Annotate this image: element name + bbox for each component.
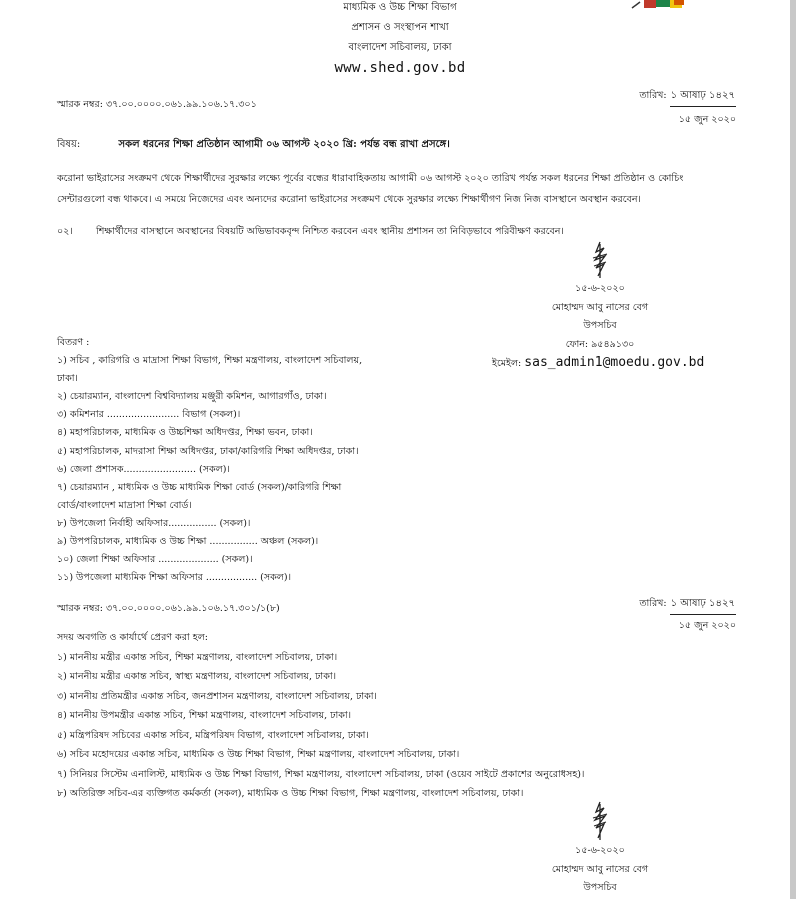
date-label: তারিখ:	[639, 90, 667, 101]
date-english: ১৫ জুন ২০২০	[678, 114, 736, 125]
branch-name: প্রশাসন ও সংস্থাপন শাখা	[351, 22, 449, 33]
list-item: ৫) মন্ত্রিপরিষদ সচিবের একান্ত সচিব, মন্ত্রিপরিষদ বিভাগ, বাংলাদেশ সচিবালয়, ঢাকা।	[57, 729, 369, 741]
paragraph-text: শিক্ষার্থীদের বাসস্থানে অবস্থানের বিষয়টি অভিভাবকবৃন্দ নিশ্চিত করবেন এবং স্থানীয় প্রশাসন তা নিবিড়ভাবে পরিবীক্ষণ করবেন।	[96, 226, 564, 237]
list-item: ১০) জেলা শিক্ষা অফিসার .................... (সকল)।	[57, 554, 253, 566]
paragraph-number: ০২।	[57, 226, 73, 237]
list-item: ২) চেয়ারম্যান, বাংলাদেশ বিশ্ববিদ্যালয় মঞ্জুরী কমিশন, আগারগাঁও, ঢাকা।	[57, 391, 327, 403]
memo-number-value: ৩৭.০০.০০০০.০৬১.৯৯.১০৬.১৭.৩০১/১(৮)	[105, 603, 280, 614]
copy-title: সদয় অবগতি ও কার্যার্থে প্রেরণ করা হল:	[57, 632, 208, 643]
signature-mark	[590, 800, 610, 842]
subject-label: বিষয়:	[57, 139, 81, 150]
signature-block-1	[520, 240, 680, 354]
list-item: ৪) মাননীয় উপমন্ত্রীর একান্ত সচিব, শিক্ষা মন্ত্রণালয়, বাংলাদেশ সচিবালয়, ঢাকা।	[57, 710, 352, 721]
memo-number-label: স্মারক নম্বর:	[57, 99, 103, 110]
list-item: ৬) জেলা প্রশাসক........................ (সকল)।	[57, 463, 230, 475]
signature-mark	[590, 240, 610, 280]
signatory-name: মোহাম্মদ আবু নাসের বেগ	[551, 863, 649, 875]
list-item: ৬) সচিব মহোদয়ের একান্ত সচিব, মাধ্যমিক ও উচ্চ শিক্ষা বিভাগ, শিক্ষা মন্ত্রণালয়, বাংলাদেশ সচিবালয়, ঢাকা।	[57, 749, 460, 760]
email-label: ইমেইল:	[492, 358, 522, 369]
signatory-designation: উপসচিব	[583, 320, 617, 331]
signatory-phone: ফোন: ৯৫৪৯১৩০	[565, 338, 635, 350]
list-item: ৪) মহাপরিচালক, মাধ্যমিক ও উচ্চশিক্ষা অধিদপ্তর, শিক্ষা ভবন, ঢাকা।	[57, 427, 313, 439]
signatory-name: মোহাম্মদ আবু নাসের বেগ	[551, 301, 649, 313]
date-english: ১৫ জুন ২০২০	[678, 620, 736, 631]
list-item: ৮) উপজেলা নির্বাহী অফিসার................ (সকল)।	[57, 517, 251, 529]
list-item: ৭) সিনিয়র সিস্টেম এনালিস্ট, মাধ্যমিক ও উচ্চ শিক্ষা বিভাগ, শিক্ষা মন্ত্রণালয়, বাংলাদেশ সচিবালয়, ঢাকা (ওয়েব সাইটে প্রকাশের অনুরোধসহ)।	[57, 768, 585, 780]
signatory-email-row	[492, 355, 704, 372]
memo-date-1	[600, 88, 736, 128]
signatory-designation: উপসচিব	[583, 882, 617, 893]
list-item: ১) সচিব , কারিগরি ও মাদ্রাসা শিক্ষা বিভাগ, শিক্ষা মন্ত্রণালয়, বাংলাদেশ সচিবালয়,	[57, 355, 363, 367]
office-address: বাংলাদেশ সচিবালয়, ঢাকা	[348, 42, 452, 53]
paragraph-line: সেন্টারগুলো বন্ধ থাকবে। এ সময়ে নিজেদের এবং অন্যদের করোনা ভাইরাসের সংক্রমণ থেকে সুরক্ষার লক্ষ্যে শিক্ষার্থীগণ নিজ নিজ বাসস্থানে অবস্থান করবেন।	[57, 194, 641, 205]
list-item: ৭) চেয়ারম্যান , মাধ্যমিক ও উচ্চ মাধ্যমিক শিক্ষা বোর্ড (সকল)/কারিগরি শিক্ষা	[57, 481, 342, 493]
memo-number-label: স্মারক নম্বর:	[57, 603, 103, 614]
list-item: বোর্ড/বাংলাদেশ মাদ্রাসা শিক্ষা বোর্ড।	[57, 499, 192, 511]
list-item: ৩) কমিশনার ........................ বিভাগ (সকল)।	[57, 409, 241, 421]
page-edge-scrollbar[interactable]	[790, 0, 796, 899]
list-item: ৮) অতিরিক্ত সচিব-এর ব্যক্তিগত কর্মকর্তা (সকল), মাধ্যমিক ও উচ্চ শিক্ষা বিভাগ, শিক্ষা মন্ত্রণালয়, বাংলাদেশ সচিবালয়, ঢাকা।	[57, 788, 524, 799]
email-link[interactable]: sas_admin1@moedu.gov.bd	[524, 355, 705, 370]
memo-number-1	[57, 98, 257, 113]
list-item: ১১) উপজেলা মাধ্যমিক শিক্ষা অফিসার ................. (সকল)।	[57, 572, 291, 584]
letterhead	[300, 0, 500, 78]
paragraph-line: করোনা ভাইরাসের সংক্রমণ থেকে শিক্ষার্থীদের সুরক্ষার লক্ষ্যে পূর্বের বন্ধের ধারাবাহিকতায় আগামী ০৬ আগস্ট ২০২০ তারিখ পর্যন্ত সকল ধরনের শিক্ষা প্রতিষ্ঠান ও কোচিং	[57, 173, 684, 184]
list-item: ৯) উপপরিচালক, মাধ্যমিক ও উচ্চ শিক্ষা ................ অঞ্চল (সকল)।	[57, 536, 319, 548]
subject-line	[57, 137, 450, 154]
date-bangla: ১ আষাঢ় ১৪২৭	[670, 88, 736, 107]
body-paragraph-1	[57, 168, 747, 210]
subject-text: সকল ধরনের শিক্ষা প্রতিষ্ঠান আগামী ০৬ আগস্ট ২০২০ খ্রি: পর্যন্ত বন্ধ রাখা প্রসঙ্গে।	[118, 139, 450, 150]
distribution-title: বিতরণ :	[57, 337, 90, 348]
list-item: ৫) মহাপরিচালক, মাদরাসা শিক্ষা অধিদপ্তর, ঢাকা/কারিগরি শিক্ষা অধিদপ্তর, ঢাকা।	[57, 445, 359, 457]
date-bangla: ১ আষাঢ় ১৪২৭	[670, 596, 736, 615]
date-label: তারিখ:	[639, 598, 667, 609]
body-paragraph-2	[57, 225, 564, 240]
list-item: ২) মাননীয় মন্ত্রীর একান্ত সচিব, স্বাস্থ্য মন্ত্রণালয়, বাংলাদেশ সচিবালয়, ঢাকা।	[57, 671, 336, 682]
list-item: ৩) মাননীয় প্রতিমন্ত্রীর একান্ত সচিব, জনপ্রশাসন মন্ত্রণালয়, বাংলাদেশ সচিবালয়, ঢাকা।	[57, 690, 377, 702]
list-item: ১) মাননীয় মন্ত্রীর একান্ত সচিব, শিক্ষা মন্ত্রণালয়, বাংলাদেশ সচিবালয়, ঢাকা।	[57, 651, 338, 663]
memo-number-2	[57, 602, 280, 617]
signature-date: ১৫-৬-২০২০	[575, 845, 625, 856]
signature-block-2	[520, 800, 680, 898]
department-name: মাধ্যমিক ও উচ্চ শিক্ষা বিভাগ	[343, 2, 457, 13]
distribution-list	[57, 334, 362, 587]
government-logo	[630, 0, 688, 10]
list-item: ঢাকা।	[57, 373, 78, 385]
copy-list	[57, 628, 584, 804]
memo-number-value: ৩৭.০০.০০০০.০৬১.৯৯.১০৬.১৭.৩০১	[105, 99, 257, 110]
memo-date-2	[600, 596, 736, 634]
website-link[interactable]: www.shed.gov.bd	[334, 60, 466, 76]
signature-date: ১৫-৬-২০২০	[575, 283, 625, 294]
